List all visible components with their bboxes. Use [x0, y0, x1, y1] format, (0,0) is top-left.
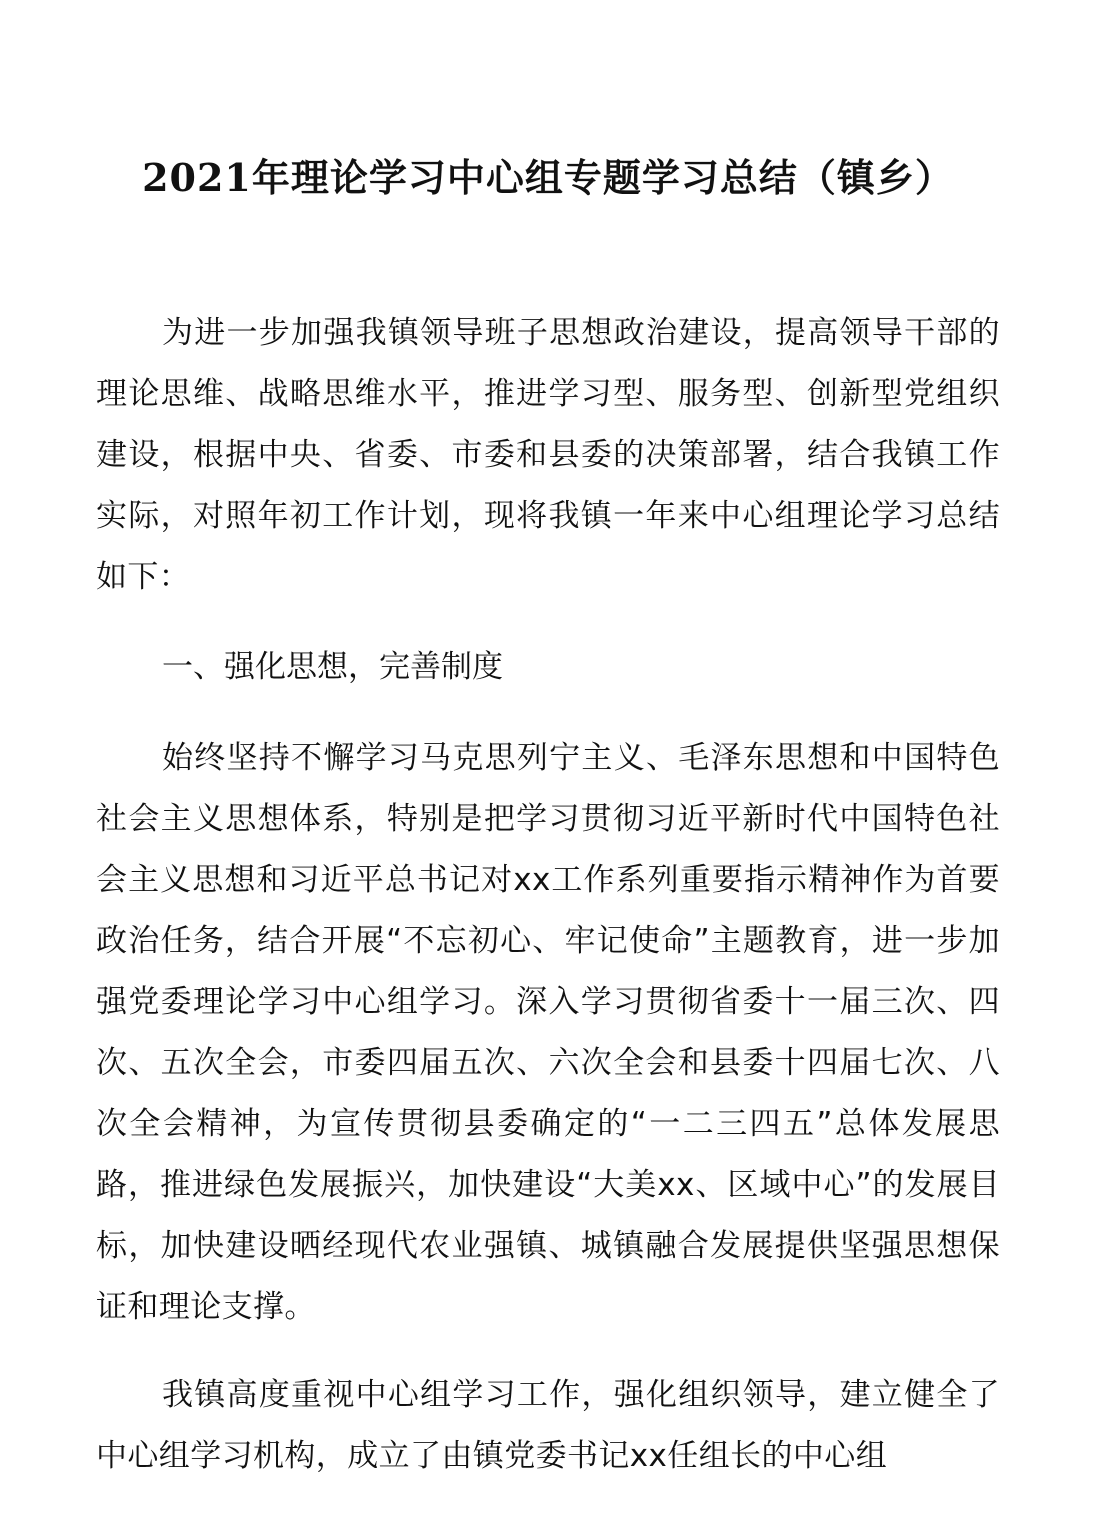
document-title: 2021年理论学习中心组专题学习总结（镇乡） — [142, 155, 954, 200]
body-paragraph: 始终坚持不懈学习马克思列宁主义、毛泽东思想和中国特色社会主义思想体系，特别是把学习贯彻习近平新时代中国特色社会主义思想和习近平总书记对xx工作系列重要指示精神作为首要政治任务，结合开展“不忘初心、牢记使命”主题教育，进一步加强党委理论学习中心组学习。深入学习贯彻省委十一届三次、四次、五次全会，市委四届五次、六次全会和县委十四届七次、八次全会精神，为宣传贯彻县委确定的“一二三四五”总体发展思路，推进绿色发展振兴，加快建设“大美xx、区域中心”的发展目标，加快建设晒经现代农业强镇、城镇融合发展提供坚强思想保证和理论支撑。 — [96, 740, 1000, 1325]
section-heading: 一、强化思想，完善制度 — [162, 649, 503, 685]
body-paragraph: 我镇高度重视中心组学习工作，强化组织领导，建立健全了中心组学习机构，成立了由镇党委书记xx任组长的中心组 — [96, 1377, 1000, 1474]
intro-paragraph: 为进一步加强我镇领导班子思想政治建设，提高领导干部的理论思维、战略思维水平，推进学习型、服务型、创新型党组织建设，根据中央、省委、市委和县委的决策部署，结合我镇工作实际，对照年初工作计划，现将我镇一年来中心组理论学习总结如下： — [96, 315, 1000, 595]
